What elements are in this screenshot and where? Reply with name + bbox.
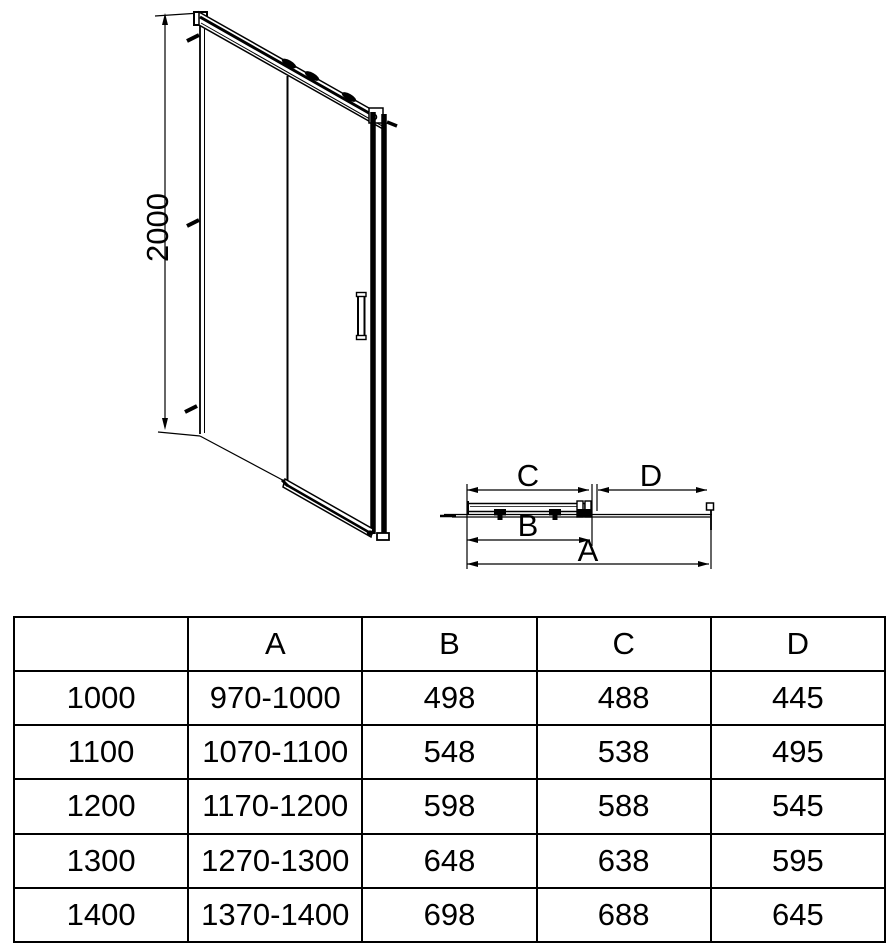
cell-c: 638: [537, 834, 711, 888]
dimension-c: [467, 458, 589, 493]
table-header-row: [14, 617, 885, 671]
table-row: [14, 834, 885, 888]
size-table: [13, 616, 886, 943]
cell-d: 545: [711, 779, 885, 833]
front-view: [140, 12, 397, 540]
cell-b: 498: [362, 671, 536, 725]
profile-section: [440, 501, 714, 530]
cell-a: 1170-1200: [188, 779, 362, 833]
cell-size: 1100: [14, 725, 188, 779]
cell-b: 648: [362, 834, 536, 888]
height-dim-label: 2000: [140, 193, 175, 262]
dim-b-label: B: [517, 508, 539, 543]
cell-d: 495: [711, 725, 885, 779]
dim-a-label: A: [577, 533, 599, 568]
cell-b: 698: [362, 888, 536, 942]
cell-d: 595: [711, 834, 885, 888]
col-header-c: C: [537, 617, 711, 671]
cell-c: 688: [537, 888, 711, 942]
dimension-b: [467, 508, 590, 543]
table-row: [14, 725, 885, 779]
glass-panels: [200, 76, 290, 484]
col-header-d: D: [711, 617, 885, 671]
cell-b: 598: [362, 779, 536, 833]
top-rail: [199, 12, 397, 129]
cell-c: 538: [537, 725, 711, 779]
dim-c-label: C: [516, 458, 540, 493]
roller-block-icon: [498, 516, 503, 521]
cell-a: 1370-1400: [188, 888, 362, 942]
table-row: [14, 671, 885, 725]
cell-size: 1300: [14, 834, 188, 888]
cell-c: 588: [537, 779, 711, 833]
cell-a: 1070-1100: [188, 725, 362, 779]
cell-b: 548: [362, 725, 536, 779]
dim-d-label: D: [639, 458, 663, 493]
dimension-d: [598, 458, 707, 493]
left-wall-profile: [185, 12, 207, 434]
col-header-size: [14, 617, 188, 671]
cell-d: 445: [711, 671, 885, 725]
roller-block-icon: [553, 516, 558, 521]
cell-d: 645: [711, 888, 885, 942]
cell-a: 1270-1300: [188, 834, 362, 888]
col-header-a: A: [188, 617, 362, 671]
right-wall-profile: [373, 112, 389, 540]
table-row: [14, 779, 885, 833]
dimension-a: [467, 533, 709, 568]
bottom-rail: [282, 479, 373, 537]
cell-size: 1200: [14, 779, 188, 833]
door-handle-icon: [357, 293, 367, 340]
cell-a: 970-1000: [188, 671, 362, 725]
col-header-b: B: [362, 617, 536, 671]
table-row: [14, 888, 885, 942]
cell-size: 1400: [14, 888, 188, 942]
plan-view: [440, 458, 714, 569]
cell-c: 488: [537, 671, 711, 725]
cell-size: 1000: [14, 671, 188, 725]
